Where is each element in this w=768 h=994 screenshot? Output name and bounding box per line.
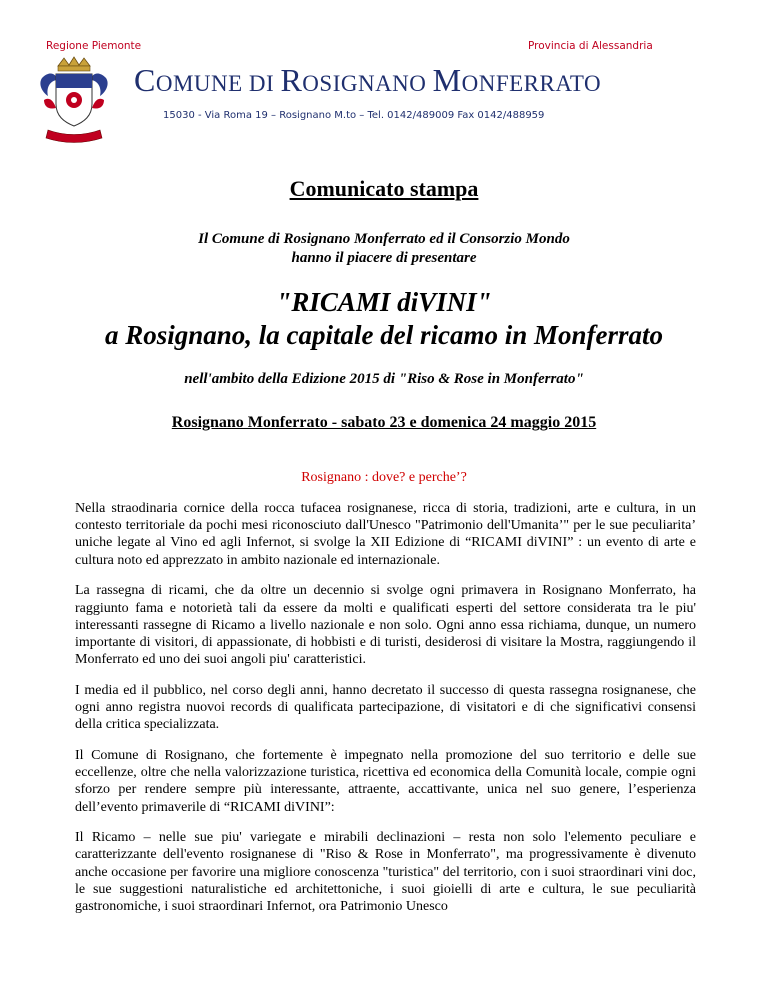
intro-line-2: hanno il piacere di presentare bbox=[291, 250, 477, 266]
body-paragraph-5: Il Ricamo – nelle sue piu' variegate e mirabili declinazioni – resta non solo l'elemento peculiare e caratterizzante dell'evento rosignanese di "Riso & Rose in Monferrato", ma progressivamente è divenuto anche occasione per favorire una migliore conoscenza "turistica" del territorio, con i suoi straordinari vini doc, le sue suggestioni naturalistiche ed architettoniche, i suoi gioielli di arte e cultura, le sue peculiarità gastronomiche, i suoi straordinari Infernot, ora Patrimonio Unesco bbox=[75, 830, 696, 915]
event-title bbox=[0, 286, 768, 352]
body-paragraph-4: Il Comune di Rosignano, che fortemente è impegnato nella promozione del suo territorio e delle sue eccellenze, oltre che nella valorizzazione turistica, ricettiva ed economica della Comunità locale, compie ogni sforzo per rendere sempre più interessante, attraente, accattivante, unica nel suo genere, l’esperienza dell’evento primaverile di “RICAMI diVINI”: bbox=[75, 747, 696, 815]
title-part-onferrato: ONFERRATO bbox=[461, 71, 602, 96]
municipal-crest-icon bbox=[36, 56, 112, 144]
region-label: Regione Piemonte bbox=[46, 40, 142, 52]
body-paragraph-1: Nella straodinaria cornice della rocca tufacea rosignanese, ricca di storia, tradizioni, arte e cultura, in un contesto territoriale da pochi mesi riconosciuto dall'Unesco "Patrimonio dell'Umanita’" per le sue peculiarita’ uniche legate al Vino ed agli Infernot, si svolge la XII Edizione di “RICAMI diVINI” : un evento di arte e cultura noto ed apprezzato in ambito nazionale ed internazionale. bbox=[75, 501, 696, 568]
address-line: 15030 - Via Roma 19 – Rosignano M.to – Tel. 0142/489009 Fax 0142/488959 bbox=[163, 110, 545, 121]
body-paragraph-3: I media ed il pubblico, nel corso degli anni, hanno decretato il successo di questa rassegna rosignanese, che ogni anno registra nuovoi records di qualificata partecipazione, di visitatori e di che significativi consensi della critica specializzata. bbox=[75, 682, 696, 733]
body-paragraph-2: La rassegna di ricami, che da oltre un decennio si svolge ogni primavera in Rosignano Monferrato, ha raggiunto fama e notorietà tali da essere da molti e qualificati esperti del settore considerata tra le piu' interessanti rassegne di Ricamo a livello nazionale e non solo. Ogni anno essa richiama, dunque, un numero importante di visitori, di appassionate, di hobbisti e di turisti, desiderosi di visitare la Mostra, raggiungendo il Monferrato ed uno dei suoi angoli piu' caratteristici. bbox=[75, 583, 696, 668]
municipality-title bbox=[134, 62, 601, 99]
title-letter-m: M bbox=[432, 62, 462, 98]
title-part-omune: OMUNE DI bbox=[155, 71, 281, 96]
event-context: nell'ambito della Edizione 2015 di "Riso & Rose in Monferrato" bbox=[184, 371, 584, 387]
press-heading: Comunicato stampa bbox=[289, 176, 479, 201]
section-question: Rosignano : dove? e perche’? bbox=[301, 470, 467, 485]
press-body bbox=[75, 500, 696, 929]
event-title-line-1: "RICAMI diVINI" bbox=[276, 287, 492, 317]
province-label: Provincia di Alessandria bbox=[528, 40, 653, 52]
title-letter-r: R bbox=[280, 62, 303, 98]
event-title-line-2: a Rosignano, la capitale del ricamo in Monferrato bbox=[104, 320, 664, 350]
title-letter-c: C bbox=[134, 62, 156, 98]
title-part-osignano: OSIGNANO bbox=[302, 71, 433, 96]
event-dates: Rosignano Monferrato - sabato 23 e domenica 24 maggio 2015 bbox=[171, 414, 597, 431]
intro-text bbox=[0, 230, 768, 268]
intro-line-1: Il Comune di Rosignano Monferrato ed il Consorzio Mondo bbox=[198, 231, 570, 247]
